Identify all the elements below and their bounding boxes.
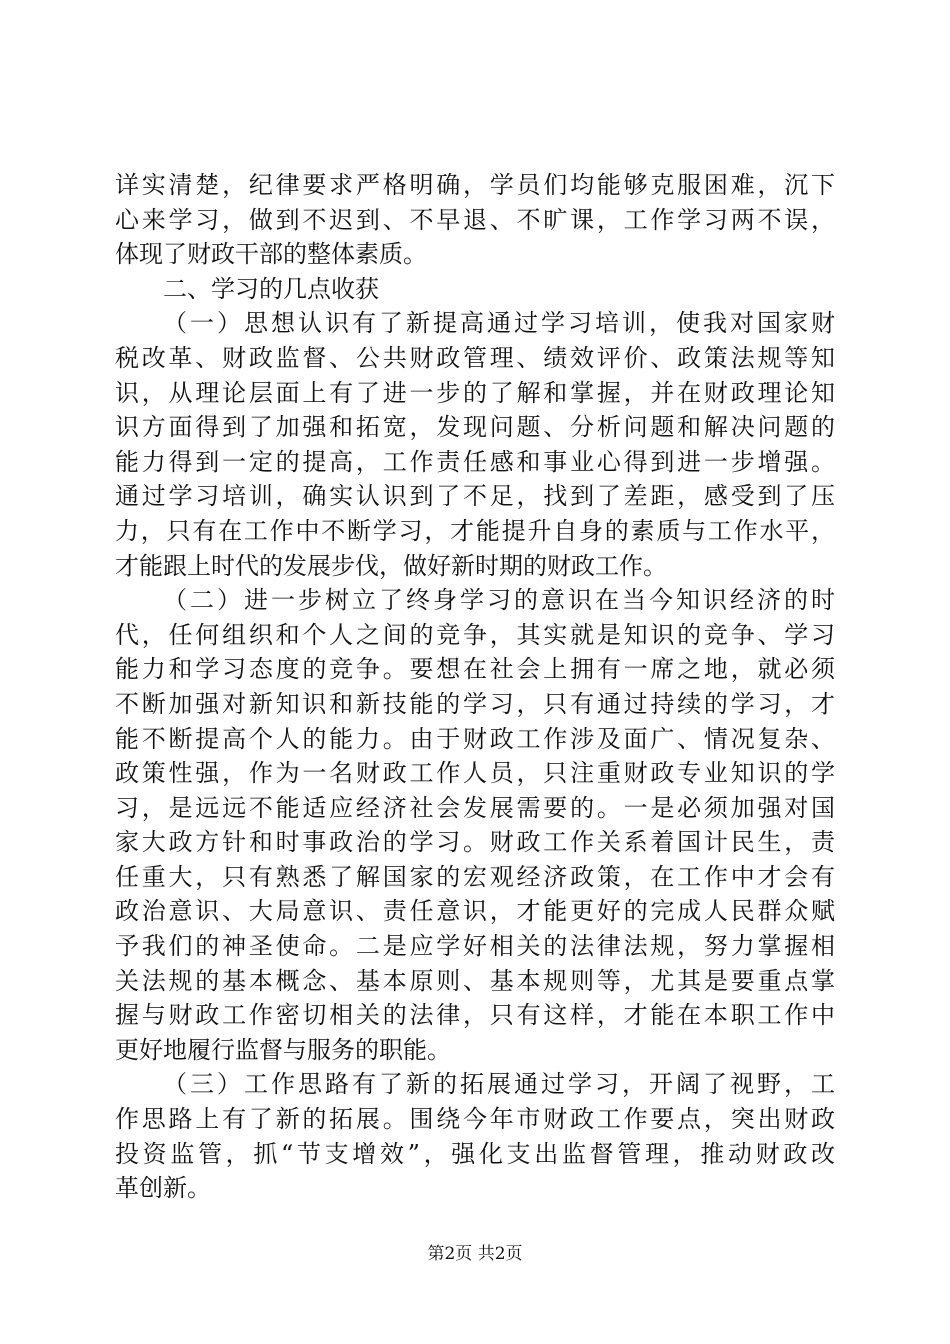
text-line: 政治意识、大局意识、责任意识，才能更好的完成人民群众赋 xyxy=(115,897,835,926)
page-number-label: 第2页 共2页 xyxy=(427,1244,523,1264)
text-line: 投资监管，抓“节支增效”，强化支出监督管理，推动财政改 xyxy=(115,1139,835,1168)
text-line: 革创新。 xyxy=(115,1174,211,1203)
text-line: 通过学习培训，确实认识到了不足，找到了差距，感受到了压 xyxy=(115,482,835,511)
text-line: 识，从理论层面上有了进一步的了解和掌握，并在财政理论知 xyxy=(115,378,835,407)
text-line: 能不断提高个人的能力。由于财政工作涉及面广、情况复杂、 xyxy=(115,724,835,753)
text-line: 作思路上有了新的拓展。围绕今年市财政工作要点，突出财政 xyxy=(115,1105,835,1134)
text-line: 代，任何组织和个人之间的竞争，其实就是知识的竞争、学习 xyxy=(115,620,835,649)
text-line: 税改革、财政监督、公共财政管理、绩效评价、政策法规等知 xyxy=(115,343,835,372)
text-line: 不断加强对新知识和新技能的学习，只有通过持续的学习，才 xyxy=(115,689,835,718)
text-line: 予我们的神圣使命。二是应学好相关的法律法规，努力掌握相 xyxy=(115,932,835,961)
text-line: 详实清楚，纪律要求严格明确，学员们均能够克服困难，沉下 xyxy=(115,171,835,199)
text-line: 习，是远远不能适应经济社会发展需要的。一是必须加强对国 xyxy=(115,793,835,822)
text-line: 才能跟上时代的发展步伐，做好新时期的财政工作。 xyxy=(115,551,667,580)
text-line: 识方面得到了加强和拓宽，发现问题、分析问题和解决问题的 xyxy=(115,413,835,442)
text-line: 更好地履行监督与服务的职能。 xyxy=(115,1035,451,1064)
text-line: 政策性强，作为一名财政工作人员，只注重财政专业知识的学 xyxy=(115,759,835,788)
text-line: 能力和学习态度的竞争。要想在社会上拥有一席之地，就必须 xyxy=(115,655,835,684)
text-line: 力，只有在工作中不断学习，才能提升自身的素质与工作水平， xyxy=(115,516,835,545)
text-line: 家大政方针和时事政治的学习。财政工作关系着国计民生，责 xyxy=(115,828,835,857)
page-footer xyxy=(0,1242,950,1266)
text-line: 心来学习，做到不迟到、不早退、不旷课，工作学习两不误， xyxy=(115,205,835,234)
text-line: （三）工作思路有了新的拓展通过学习，开阔了视野，工 xyxy=(163,1070,835,1099)
text-line: 能力得到一定的提高，工作责任感和事业心得到进一步增强。 xyxy=(115,447,835,476)
text-line: 体现了财政干部的整体素质。 xyxy=(115,240,427,269)
text-line: 任重大，只有熟悉了解国家的宏观经济政策，在工作中才会有 xyxy=(115,862,835,891)
text-line: 关法规的基本概念、基本原则、基本规则等，尤其是要重点掌 xyxy=(115,966,835,995)
text-line: （二）进一步树立了终身学习的意识在当今知识经济的时 xyxy=(163,586,835,615)
text-line: 握与财政工作密切相关的法律，只有这样，才能在本职工作中 xyxy=(115,1001,835,1030)
text-line: （一）思想认识有了新提高通过学习培训，使我对国家财 xyxy=(163,309,835,338)
text-line: 二、学习的几点收获 xyxy=(163,274,379,303)
document-body xyxy=(115,168,835,1206)
